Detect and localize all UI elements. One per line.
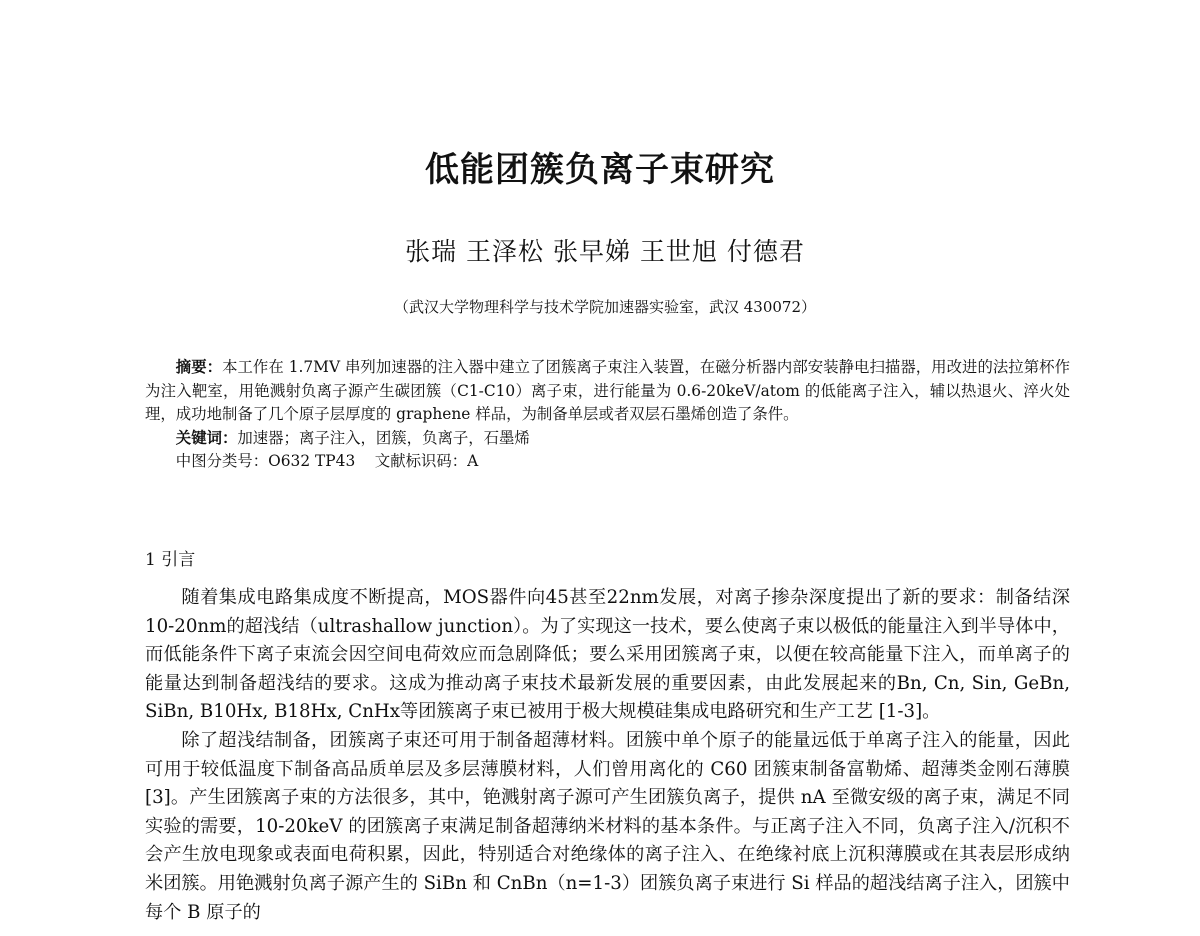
abstract-paragraph <box>145 356 1070 427</box>
affiliation: （武汉大学物理科学与技术学院加速器实验室，武汉 430072） <box>393 298 817 316</box>
abstract-text: 本工作在 1.7MV 串列加速器的注入器中建立了团簇离子束注入装置，在磁分析器内部安装静电扫描器，用改进的法拉第杯作为注入靶室，用铯溅射负离子源产生碳团簇（C1-C10）离子束，进行能量为 0.6-20keV/atom 的低能离子注入，辅以热退火、淬火处理，成功地制备了几个原子层厚度的 graphene 样品，为制备单层或者双层石墨烯创造了条件。 <box>145 358 1070 423</box>
abstract-label: 摘要： <box>175 358 223 376</box>
body-paragraph-1: 随着集成电路集成度不断提高，MOS器件向45甚至22nm发展，对离子掺杂深度提出了新的要求：制备结深10-20nm的超浅结（ultrashallow junction）。为了实现这一技术，要么使离子束以极低的能量注入到半导体中，而低能条件下离子束流会因空间电荷效应而急剧降低；要么采用团簇离子束，以便在较高能量下注入，而单离子的能量达到制备超浅结的要求。这成为推动离子束技术最新发展的重要因素，由此发展起来的Bn, Cn, Sin, GeBn, SiBn, B10Hx, B18Hx, CnHx等团簇离子束已被用于极大规模硅集成电路研究和生产工艺 [1-3]。 <box>145 587 1070 723</box>
classification-line: 中图分类号：O632 TP43 文献标识码：A <box>175 452 479 470</box>
body-paragraph-2: 除了超浅结制备，团簇离子束还可用于制备超薄材料。团簇中单个原子的能量远低于单离子注入的能量，因此可用于较低温度下制备高品质单层及多层薄膜材料，人们曾用离化的 C60 团簇束制备富勒烯、超薄类金刚石薄膜[3]。产生团簇离子束的方法很多，其中，铯溅射离子源可产生团簇负离子，提供 nA 至微安级的离子束，满足不同实验的需要，10-20keV 的团簇离子束满足制备超薄纳米材料的基本条件。与正离子注入不同，负离子注入/沉积不会产生放电现象或表面电荷积累，因此，特别适合对绝缘体的离子注入、在绝缘衬底上沉积薄膜或在其表层形成纳米团簇。用铯溅射负离子源产生的 SiBn 和 CnBn（n=1-3）团簇负离子束进行 Si 样品的超浅结离子注入，团簇中每个 B 原子的 <box>145 729 1070 923</box>
abstract-block <box>145 356 1070 474</box>
keywords-line <box>145 427 1070 451</box>
author-list: 张瑞 王泽松 张早娣 王世旭 付德君 <box>405 237 805 266</box>
keywords-label: 关键词： <box>175 428 238 447</box>
keywords-text: 加速器；离子注入，团簇，负离子，石墨烯 <box>237 428 530 447</box>
section-heading: 1 引言 <box>145 550 196 570</box>
body-text <box>145 584 1070 927</box>
paper-title: 低能团簇负离子束研究 <box>425 150 775 190</box>
